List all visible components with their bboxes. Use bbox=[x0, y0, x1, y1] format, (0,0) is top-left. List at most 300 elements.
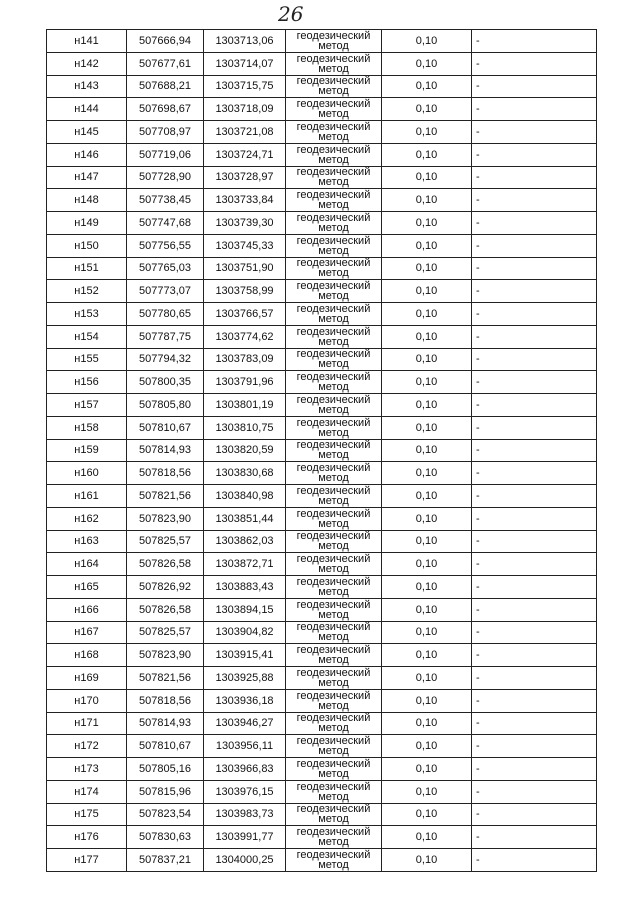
method-line-2: метод bbox=[318, 494, 349, 507]
x-coordinate-cell: 507738,45 bbox=[127, 189, 204, 212]
accuracy-cell: 0,10 bbox=[382, 485, 472, 508]
method-line-2: метод bbox=[318, 745, 349, 758]
note-cell: - bbox=[472, 166, 597, 189]
accuracy-cell: 0,10 bbox=[382, 52, 472, 75]
method-cell bbox=[286, 667, 382, 690]
accuracy-cell: 0,10 bbox=[382, 416, 472, 439]
method-cell bbox=[286, 98, 382, 121]
method-line-1: геодезический bbox=[296, 803, 371, 816]
point-name-cell: н149 bbox=[47, 212, 127, 235]
note-cell: - bbox=[472, 75, 597, 98]
method-line-1: геодезический bbox=[296, 120, 371, 133]
x-coordinate-cell: 507708,97 bbox=[127, 121, 204, 144]
table-row bbox=[47, 98, 597, 121]
method-line-2: метод bbox=[318, 62, 349, 75]
accuracy-cell: 0,10 bbox=[382, 689, 472, 712]
note-cell: - bbox=[472, 30, 597, 53]
y-coordinate-cell: 1303801,19 bbox=[204, 394, 286, 417]
point-name-cell: н165 bbox=[47, 576, 127, 599]
table-row bbox=[47, 257, 597, 280]
y-coordinate-cell: 1303872,71 bbox=[204, 553, 286, 576]
method-line-2: метод bbox=[318, 540, 349, 553]
accuracy-cell: 0,10 bbox=[382, 371, 472, 394]
table-row bbox=[47, 234, 597, 257]
method-line-1: геодезический bbox=[296, 462, 371, 475]
x-coordinate-cell: 507837,21 bbox=[127, 849, 204, 872]
x-coordinate-cell: 507773,07 bbox=[127, 280, 204, 303]
x-coordinate-cell: 507780,65 bbox=[127, 303, 204, 326]
table-row bbox=[47, 803, 597, 826]
table-row bbox=[47, 667, 597, 690]
method-line-1: геодезический bbox=[296, 302, 371, 315]
point-name-cell: н156 bbox=[47, 371, 127, 394]
note-cell: - bbox=[472, 758, 597, 781]
table-row bbox=[47, 758, 597, 781]
method-line-1: геодезический bbox=[296, 735, 371, 748]
method-line-2: метод bbox=[318, 813, 349, 826]
page-number: 26 bbox=[278, 2, 304, 26]
method-cell bbox=[286, 712, 382, 735]
method-cell bbox=[286, 849, 382, 872]
method-line-2: метод bbox=[318, 381, 349, 394]
x-coordinate-cell: 507818,56 bbox=[127, 462, 204, 485]
method-cell bbox=[286, 826, 382, 849]
method-line-2: метод bbox=[318, 608, 349, 621]
point-name-cell: н166 bbox=[47, 598, 127, 621]
x-coordinate-cell: 507825,57 bbox=[127, 621, 204, 644]
y-coordinate-cell: 1303724,71 bbox=[204, 143, 286, 166]
x-coordinate-cell: 507698,67 bbox=[127, 98, 204, 121]
point-name-cell: н161 bbox=[47, 485, 127, 508]
accuracy-cell: 0,10 bbox=[382, 75, 472, 98]
x-coordinate-cell: 507794,32 bbox=[127, 348, 204, 371]
note-cell: - bbox=[472, 234, 597, 257]
method-line-1: геодезический bbox=[296, 211, 371, 224]
x-coordinate-cell: 507821,56 bbox=[127, 485, 204, 508]
point-name-cell: н162 bbox=[47, 507, 127, 530]
accuracy-cell: 0,10 bbox=[382, 325, 472, 348]
note-cell: - bbox=[472, 143, 597, 166]
accuracy-cell: 0,10 bbox=[382, 530, 472, 553]
method-line-1: геодезический bbox=[296, 780, 371, 793]
method-line-2: метод bbox=[318, 699, 349, 712]
table-row bbox=[47, 325, 597, 348]
y-coordinate-cell: 1303774,62 bbox=[204, 325, 286, 348]
x-coordinate-cell: 507728,90 bbox=[127, 166, 204, 189]
table-row bbox=[47, 143, 597, 166]
method-line-1: геодезический bbox=[296, 393, 371, 406]
table-row bbox=[47, 689, 597, 712]
method-cell bbox=[286, 689, 382, 712]
method-line-1: геодезический bbox=[296, 29, 371, 42]
method-line-2: метод bbox=[318, 631, 349, 644]
method-line-1: геодезический bbox=[296, 689, 371, 702]
method-line-1: геодезический bbox=[296, 348, 371, 361]
method-line-2: метод bbox=[318, 790, 349, 803]
y-coordinate-cell: 1303766,57 bbox=[204, 303, 286, 326]
point-name-cell: н148 bbox=[47, 189, 127, 212]
method-line-2: метод bbox=[318, 767, 349, 780]
x-coordinate-cell: 507823,54 bbox=[127, 803, 204, 826]
y-coordinate-cell: 1303751,90 bbox=[204, 257, 286, 280]
method-line-1: геодезический bbox=[296, 644, 371, 657]
method-line-1: геодезический bbox=[296, 507, 371, 520]
y-coordinate-cell: 1303904,82 bbox=[204, 621, 286, 644]
method-cell bbox=[286, 598, 382, 621]
table-row bbox=[47, 166, 597, 189]
method-cell bbox=[286, 803, 382, 826]
point-name-cell: н169 bbox=[47, 667, 127, 690]
accuracy-cell: 0,10 bbox=[382, 143, 472, 166]
y-coordinate-cell: 1303713,06 bbox=[204, 30, 286, 53]
method-cell bbox=[286, 121, 382, 144]
accuracy-cell: 0,10 bbox=[382, 234, 472, 257]
table-row bbox=[47, 371, 597, 394]
table-row bbox=[47, 30, 597, 53]
point-name-cell: н145 bbox=[47, 121, 127, 144]
note-cell: - bbox=[472, 576, 597, 599]
method-cell bbox=[286, 576, 382, 599]
note-cell: - bbox=[472, 644, 597, 667]
accuracy-cell: 0,10 bbox=[382, 121, 472, 144]
y-coordinate-cell: 1303830,68 bbox=[204, 462, 286, 485]
method-line-2: метод bbox=[318, 39, 349, 52]
method-line-2: метод bbox=[318, 517, 349, 530]
y-coordinate-cell: 1303946,27 bbox=[204, 712, 286, 735]
table-row bbox=[47, 530, 597, 553]
accuracy-cell: 0,10 bbox=[382, 439, 472, 462]
y-coordinate-cell: 1303721,08 bbox=[204, 121, 286, 144]
method-cell bbox=[286, 189, 382, 212]
method-cell bbox=[286, 735, 382, 758]
note-cell: - bbox=[472, 485, 597, 508]
y-coordinate-cell: 1303894,15 bbox=[204, 598, 286, 621]
table-row bbox=[47, 507, 597, 530]
accuracy-cell: 0,10 bbox=[382, 257, 472, 280]
y-coordinate-cell: 1303791,96 bbox=[204, 371, 286, 394]
x-coordinate-cell: 507805,80 bbox=[127, 394, 204, 417]
method-line-1: геодезический bbox=[296, 416, 371, 429]
table-row bbox=[47, 735, 597, 758]
method-line-2: метод bbox=[318, 722, 349, 735]
method-line-1: геодезический bbox=[296, 325, 371, 338]
table-row bbox=[47, 394, 597, 417]
method-line-2: метод bbox=[318, 654, 349, 667]
x-coordinate-cell: 507810,67 bbox=[127, 416, 204, 439]
x-coordinate-cell: 507677,61 bbox=[127, 52, 204, 75]
y-coordinate-cell: 1303966,83 bbox=[204, 758, 286, 781]
note-cell: - bbox=[472, 394, 597, 417]
table-row bbox=[47, 849, 597, 872]
point-name-cell: н152 bbox=[47, 280, 127, 303]
x-coordinate-cell: 507800,35 bbox=[127, 371, 204, 394]
x-coordinate-cell: 507826,58 bbox=[127, 598, 204, 621]
accuracy-cell: 0,10 bbox=[382, 758, 472, 781]
note-cell: - bbox=[472, 98, 597, 121]
y-coordinate-cell: 1303758,99 bbox=[204, 280, 286, 303]
point-name-cell: н174 bbox=[47, 780, 127, 803]
x-coordinate-cell: 507756,55 bbox=[127, 234, 204, 257]
point-name-cell: н150 bbox=[47, 234, 127, 257]
accuracy-cell: 0,10 bbox=[382, 667, 472, 690]
method-line-2: метод bbox=[318, 85, 349, 98]
y-coordinate-cell: 1303715,75 bbox=[204, 75, 286, 98]
table-row bbox=[47, 303, 597, 326]
method-line-1: геодезический bbox=[296, 575, 371, 588]
method-line-1: геодезический bbox=[296, 484, 371, 497]
method-line-1: геодезический bbox=[296, 280, 371, 293]
table-row bbox=[47, 439, 597, 462]
method-line-2: метод bbox=[318, 176, 349, 189]
method-cell bbox=[286, 780, 382, 803]
accuracy-cell: 0,10 bbox=[382, 348, 472, 371]
accuracy-cell: 0,10 bbox=[382, 166, 472, 189]
accuracy-cell: 0,10 bbox=[382, 576, 472, 599]
accuracy-cell: 0,10 bbox=[382, 735, 472, 758]
point-name-cell: н168 bbox=[47, 644, 127, 667]
accuracy-cell: 0,10 bbox=[382, 98, 472, 121]
x-coordinate-cell: 507826,58 bbox=[127, 553, 204, 576]
x-coordinate-cell: 507826,92 bbox=[127, 576, 204, 599]
point-name-cell: н143 bbox=[47, 75, 127, 98]
table-row bbox=[47, 780, 597, 803]
method-cell bbox=[286, 303, 382, 326]
accuracy-cell: 0,10 bbox=[382, 507, 472, 530]
method-cell bbox=[286, 75, 382, 98]
note-cell: - bbox=[472, 348, 597, 371]
method-line-2: метод bbox=[318, 290, 349, 303]
point-name-cell: н146 bbox=[47, 143, 127, 166]
method-line-1: геодезический bbox=[296, 598, 371, 611]
method-line-1: геодезический bbox=[296, 98, 371, 111]
table-row bbox=[47, 52, 597, 75]
method-line-1: геодезический bbox=[296, 848, 371, 861]
method-cell bbox=[286, 758, 382, 781]
note-cell: - bbox=[472, 507, 597, 530]
method-line-1: геодезический bbox=[296, 234, 371, 247]
method-line-1: геодезический bbox=[296, 439, 371, 452]
method-cell bbox=[286, 348, 382, 371]
y-coordinate-cell: 1303956,11 bbox=[204, 735, 286, 758]
point-name-cell: н177 bbox=[47, 849, 127, 872]
note-cell: - bbox=[472, 826, 597, 849]
table-row bbox=[47, 189, 597, 212]
point-name-cell: н157 bbox=[47, 394, 127, 417]
x-coordinate-cell: 507818,56 bbox=[127, 689, 204, 712]
x-coordinate-cell: 507765,03 bbox=[127, 257, 204, 280]
point-name-cell: н151 bbox=[47, 257, 127, 280]
point-name-cell: н171 bbox=[47, 712, 127, 735]
method-line-1: геодезический bbox=[296, 712, 371, 725]
table-row bbox=[47, 712, 597, 735]
note-cell: - bbox=[472, 803, 597, 826]
y-coordinate-cell: 1303851,44 bbox=[204, 507, 286, 530]
note-cell: - bbox=[472, 735, 597, 758]
accuracy-cell: 0,10 bbox=[382, 30, 472, 53]
method-cell bbox=[286, 507, 382, 530]
method-line-2: метод bbox=[318, 858, 349, 871]
method-cell bbox=[286, 166, 382, 189]
point-name-cell: н160 bbox=[47, 462, 127, 485]
x-coordinate-cell: 507825,57 bbox=[127, 530, 204, 553]
method-cell bbox=[286, 52, 382, 75]
method-cell bbox=[286, 143, 382, 166]
y-coordinate-cell: 1303714,07 bbox=[204, 52, 286, 75]
y-coordinate-cell: 1303820,59 bbox=[204, 439, 286, 462]
method-line-1: геодезический bbox=[296, 371, 371, 384]
table-row bbox=[47, 348, 597, 371]
method-line-1: геодезический bbox=[296, 530, 371, 543]
note-cell: - bbox=[472, 530, 597, 553]
point-name-cell: н158 bbox=[47, 416, 127, 439]
point-name-cell: н147 bbox=[47, 166, 127, 189]
method-line-2: метод bbox=[318, 130, 349, 143]
method-line-1: геодезический bbox=[296, 52, 371, 65]
note-cell: - bbox=[472, 189, 597, 212]
point-name-cell: н175 bbox=[47, 803, 127, 826]
y-coordinate-cell: 1303745,33 bbox=[204, 234, 286, 257]
method-cell bbox=[286, 462, 382, 485]
note-cell: - bbox=[472, 598, 597, 621]
method-line-2: метод bbox=[318, 836, 349, 849]
point-name-cell: н167 bbox=[47, 621, 127, 644]
note-cell: - bbox=[472, 303, 597, 326]
method-line-2: метод bbox=[318, 108, 349, 121]
method-cell bbox=[286, 234, 382, 257]
method-line-2: метод bbox=[318, 221, 349, 234]
point-name-cell: н164 bbox=[47, 553, 127, 576]
accuracy-cell: 0,10 bbox=[382, 394, 472, 417]
x-coordinate-cell: 507821,56 bbox=[127, 667, 204, 690]
accuracy-cell: 0,10 bbox=[382, 849, 472, 872]
method-cell bbox=[286, 371, 382, 394]
y-coordinate-cell: 1303862,03 bbox=[204, 530, 286, 553]
table-row bbox=[47, 462, 597, 485]
accuracy-cell: 0,10 bbox=[382, 621, 472, 644]
accuracy-cell: 0,10 bbox=[382, 303, 472, 326]
y-coordinate-cell: 1303810,75 bbox=[204, 416, 286, 439]
method-cell bbox=[286, 485, 382, 508]
method-cell bbox=[286, 325, 382, 348]
y-coordinate-cell: 1303915,41 bbox=[204, 644, 286, 667]
y-coordinate-cell: 1303991,77 bbox=[204, 826, 286, 849]
note-cell: - bbox=[472, 621, 597, 644]
x-coordinate-cell: 507830,63 bbox=[127, 826, 204, 849]
method-cell bbox=[286, 439, 382, 462]
note-cell: - bbox=[472, 257, 597, 280]
method-line-2: метод bbox=[318, 312, 349, 325]
table-row bbox=[47, 826, 597, 849]
y-coordinate-cell: 1304000,25 bbox=[204, 849, 286, 872]
method-line-1: геодезический bbox=[296, 257, 371, 270]
point-name-cell: н176 bbox=[47, 826, 127, 849]
point-name-cell: н173 bbox=[47, 758, 127, 781]
table-row bbox=[47, 576, 597, 599]
x-coordinate-cell: 507666,94 bbox=[127, 30, 204, 53]
accuracy-cell: 0,10 bbox=[382, 553, 472, 576]
method-line-2: метод bbox=[318, 563, 349, 576]
note-cell: - bbox=[472, 371, 597, 394]
accuracy-cell: 0,10 bbox=[382, 712, 472, 735]
accuracy-cell: 0,10 bbox=[382, 644, 472, 667]
table-row bbox=[47, 121, 597, 144]
table-row bbox=[47, 485, 597, 508]
note-cell: - bbox=[472, 212, 597, 235]
point-name-cell: н170 bbox=[47, 689, 127, 712]
method-line-1: геодезический bbox=[296, 621, 371, 634]
y-coordinate-cell: 1303733,84 bbox=[204, 189, 286, 212]
note-cell: - bbox=[472, 780, 597, 803]
x-coordinate-cell: 507805,16 bbox=[127, 758, 204, 781]
method-cell bbox=[286, 530, 382, 553]
method-line-1: геодезический bbox=[296, 666, 371, 679]
method-line-1: геодезический bbox=[296, 143, 371, 156]
table-row bbox=[47, 75, 597, 98]
method-cell bbox=[286, 212, 382, 235]
x-coordinate-cell: 507814,93 bbox=[127, 439, 204, 462]
point-name-cell: н141 bbox=[47, 30, 127, 53]
point-name-cell: н144 bbox=[47, 98, 127, 121]
table-row bbox=[47, 644, 597, 667]
method-line-2: метод bbox=[318, 153, 349, 166]
accuracy-cell: 0,10 bbox=[382, 212, 472, 235]
point-name-cell: н153 bbox=[47, 303, 127, 326]
method-line-2: метод bbox=[318, 676, 349, 689]
x-coordinate-cell: 507688,21 bbox=[127, 75, 204, 98]
method-cell bbox=[286, 553, 382, 576]
note-cell: - bbox=[472, 849, 597, 872]
x-coordinate-cell: 507719,06 bbox=[127, 143, 204, 166]
point-name-cell: н163 bbox=[47, 530, 127, 553]
table-row bbox=[47, 621, 597, 644]
method-cell bbox=[286, 394, 382, 417]
method-line-2: метод bbox=[318, 585, 349, 598]
note-cell: - bbox=[472, 712, 597, 735]
method-cell bbox=[286, 416, 382, 439]
method-line-2: метод bbox=[318, 403, 349, 416]
table-row bbox=[47, 212, 597, 235]
method-cell bbox=[286, 280, 382, 303]
accuracy-cell: 0,10 bbox=[382, 189, 472, 212]
accuracy-cell: 0,10 bbox=[382, 780, 472, 803]
accuracy-cell: 0,10 bbox=[382, 598, 472, 621]
method-line-2: метод bbox=[318, 358, 349, 371]
note-cell: - bbox=[472, 52, 597, 75]
y-coordinate-cell: 1303739,30 bbox=[204, 212, 286, 235]
accuracy-cell: 0,10 bbox=[382, 462, 472, 485]
y-coordinate-cell: 1303983,73 bbox=[204, 803, 286, 826]
method-line-1: геодезический bbox=[296, 757, 371, 770]
x-coordinate-cell: 507815,96 bbox=[127, 780, 204, 803]
y-coordinate-cell: 1303783,09 bbox=[204, 348, 286, 371]
method-line-2: метод bbox=[318, 472, 349, 485]
point-name-cell: н159 bbox=[47, 439, 127, 462]
point-name-cell: н142 bbox=[47, 52, 127, 75]
method-line-1: геодезический bbox=[296, 189, 371, 202]
method-line-1: геодезический bbox=[296, 553, 371, 566]
method-line-2: метод bbox=[318, 426, 349, 439]
note-cell: - bbox=[472, 462, 597, 485]
note-cell: - bbox=[472, 439, 597, 462]
method-cell bbox=[286, 621, 382, 644]
point-name-cell: н172 bbox=[47, 735, 127, 758]
note-cell: - bbox=[472, 121, 597, 144]
note-cell: - bbox=[472, 280, 597, 303]
x-coordinate-cell: 507810,67 bbox=[127, 735, 204, 758]
coordinates-table-body bbox=[47, 30, 597, 872]
y-coordinate-cell: 1303925,88 bbox=[204, 667, 286, 690]
table-row bbox=[47, 553, 597, 576]
